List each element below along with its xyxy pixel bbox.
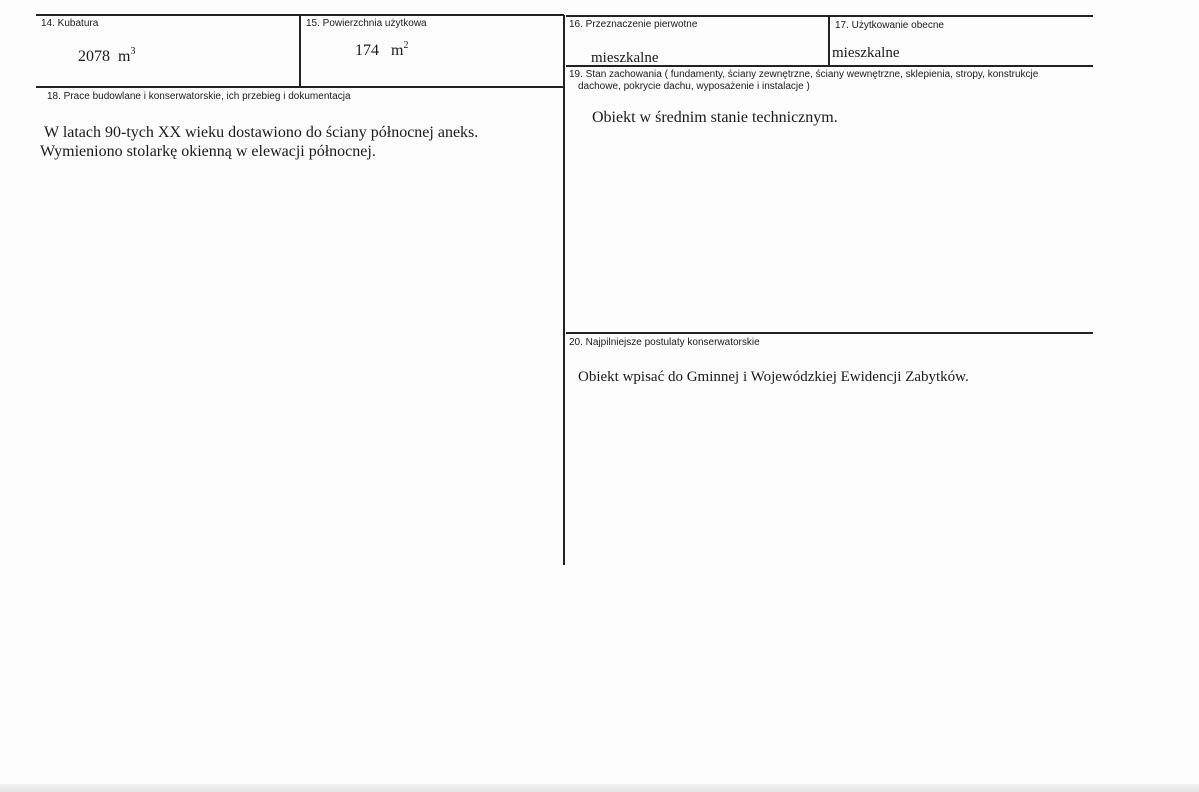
field-19-label xyxy=(569,69,1089,93)
field-16-value: mieszkalne xyxy=(591,50,659,66)
divider-left-right xyxy=(563,15,565,565)
field-14-label: 14. Kubatura xyxy=(41,18,99,29)
field-16-label: 16. Przeznaczenie pierwotne xyxy=(569,19,698,30)
field-18-label: 18. Prace budowlane i konserwatorskie, ich przebieg i dokumentacja xyxy=(47,91,351,102)
area-unit: m xyxy=(391,42,404,59)
hline-under-15-16 xyxy=(36,86,564,88)
hline-under-19 xyxy=(566,332,1093,334)
field-19-value: Obiekt w średnim stanie technicznym. xyxy=(592,109,838,126)
field-20-value: Obiekt wpisać do Gminnej i Wojewódzkiej Ewidencji Zabytków. xyxy=(578,369,969,385)
field-19-label-line-1: 19. Stan zachowania ( fundamenty, ściany zewnętrzne, ściany wewnętrzne, sklepienia, stropy, konstrukcje xyxy=(569,69,1039,80)
kubatura-unit-exponent: 3 xyxy=(130,46,136,57)
field-18-line-2: Wymieniono stolarkę okienną w elewacji północnej. xyxy=(40,143,376,160)
field-18-line-1: W latach 90-tych XX wieku dostawiono do ściany północnej aneks. xyxy=(44,124,479,141)
field-19-label-line-2: dachowe, pokrycie dachu, wyposażenie i instalacje ) xyxy=(578,81,810,92)
field-14-value xyxy=(78,47,135,67)
area-unit-exponent: 2 xyxy=(403,40,409,51)
divider-14-15 xyxy=(299,15,301,86)
field-15-value xyxy=(355,41,408,61)
field-20-label: 20. Najpilniejsze postulaty konserwatorskie xyxy=(569,337,760,348)
field-18-text xyxy=(40,123,478,161)
scan-bottom-edge xyxy=(0,784,1199,792)
field-17-value: mieszkalne xyxy=(832,45,900,61)
field-15-label: 15. Powierzchnia użytkowa xyxy=(306,18,427,29)
kubatura-unit: m xyxy=(118,48,131,65)
kubatura-number: 2078 xyxy=(78,48,110,65)
field-17-label: 17. Użytkowanie obecne xyxy=(835,20,944,31)
area-number: 174 xyxy=(355,42,379,59)
divider-16-17 xyxy=(828,16,830,65)
